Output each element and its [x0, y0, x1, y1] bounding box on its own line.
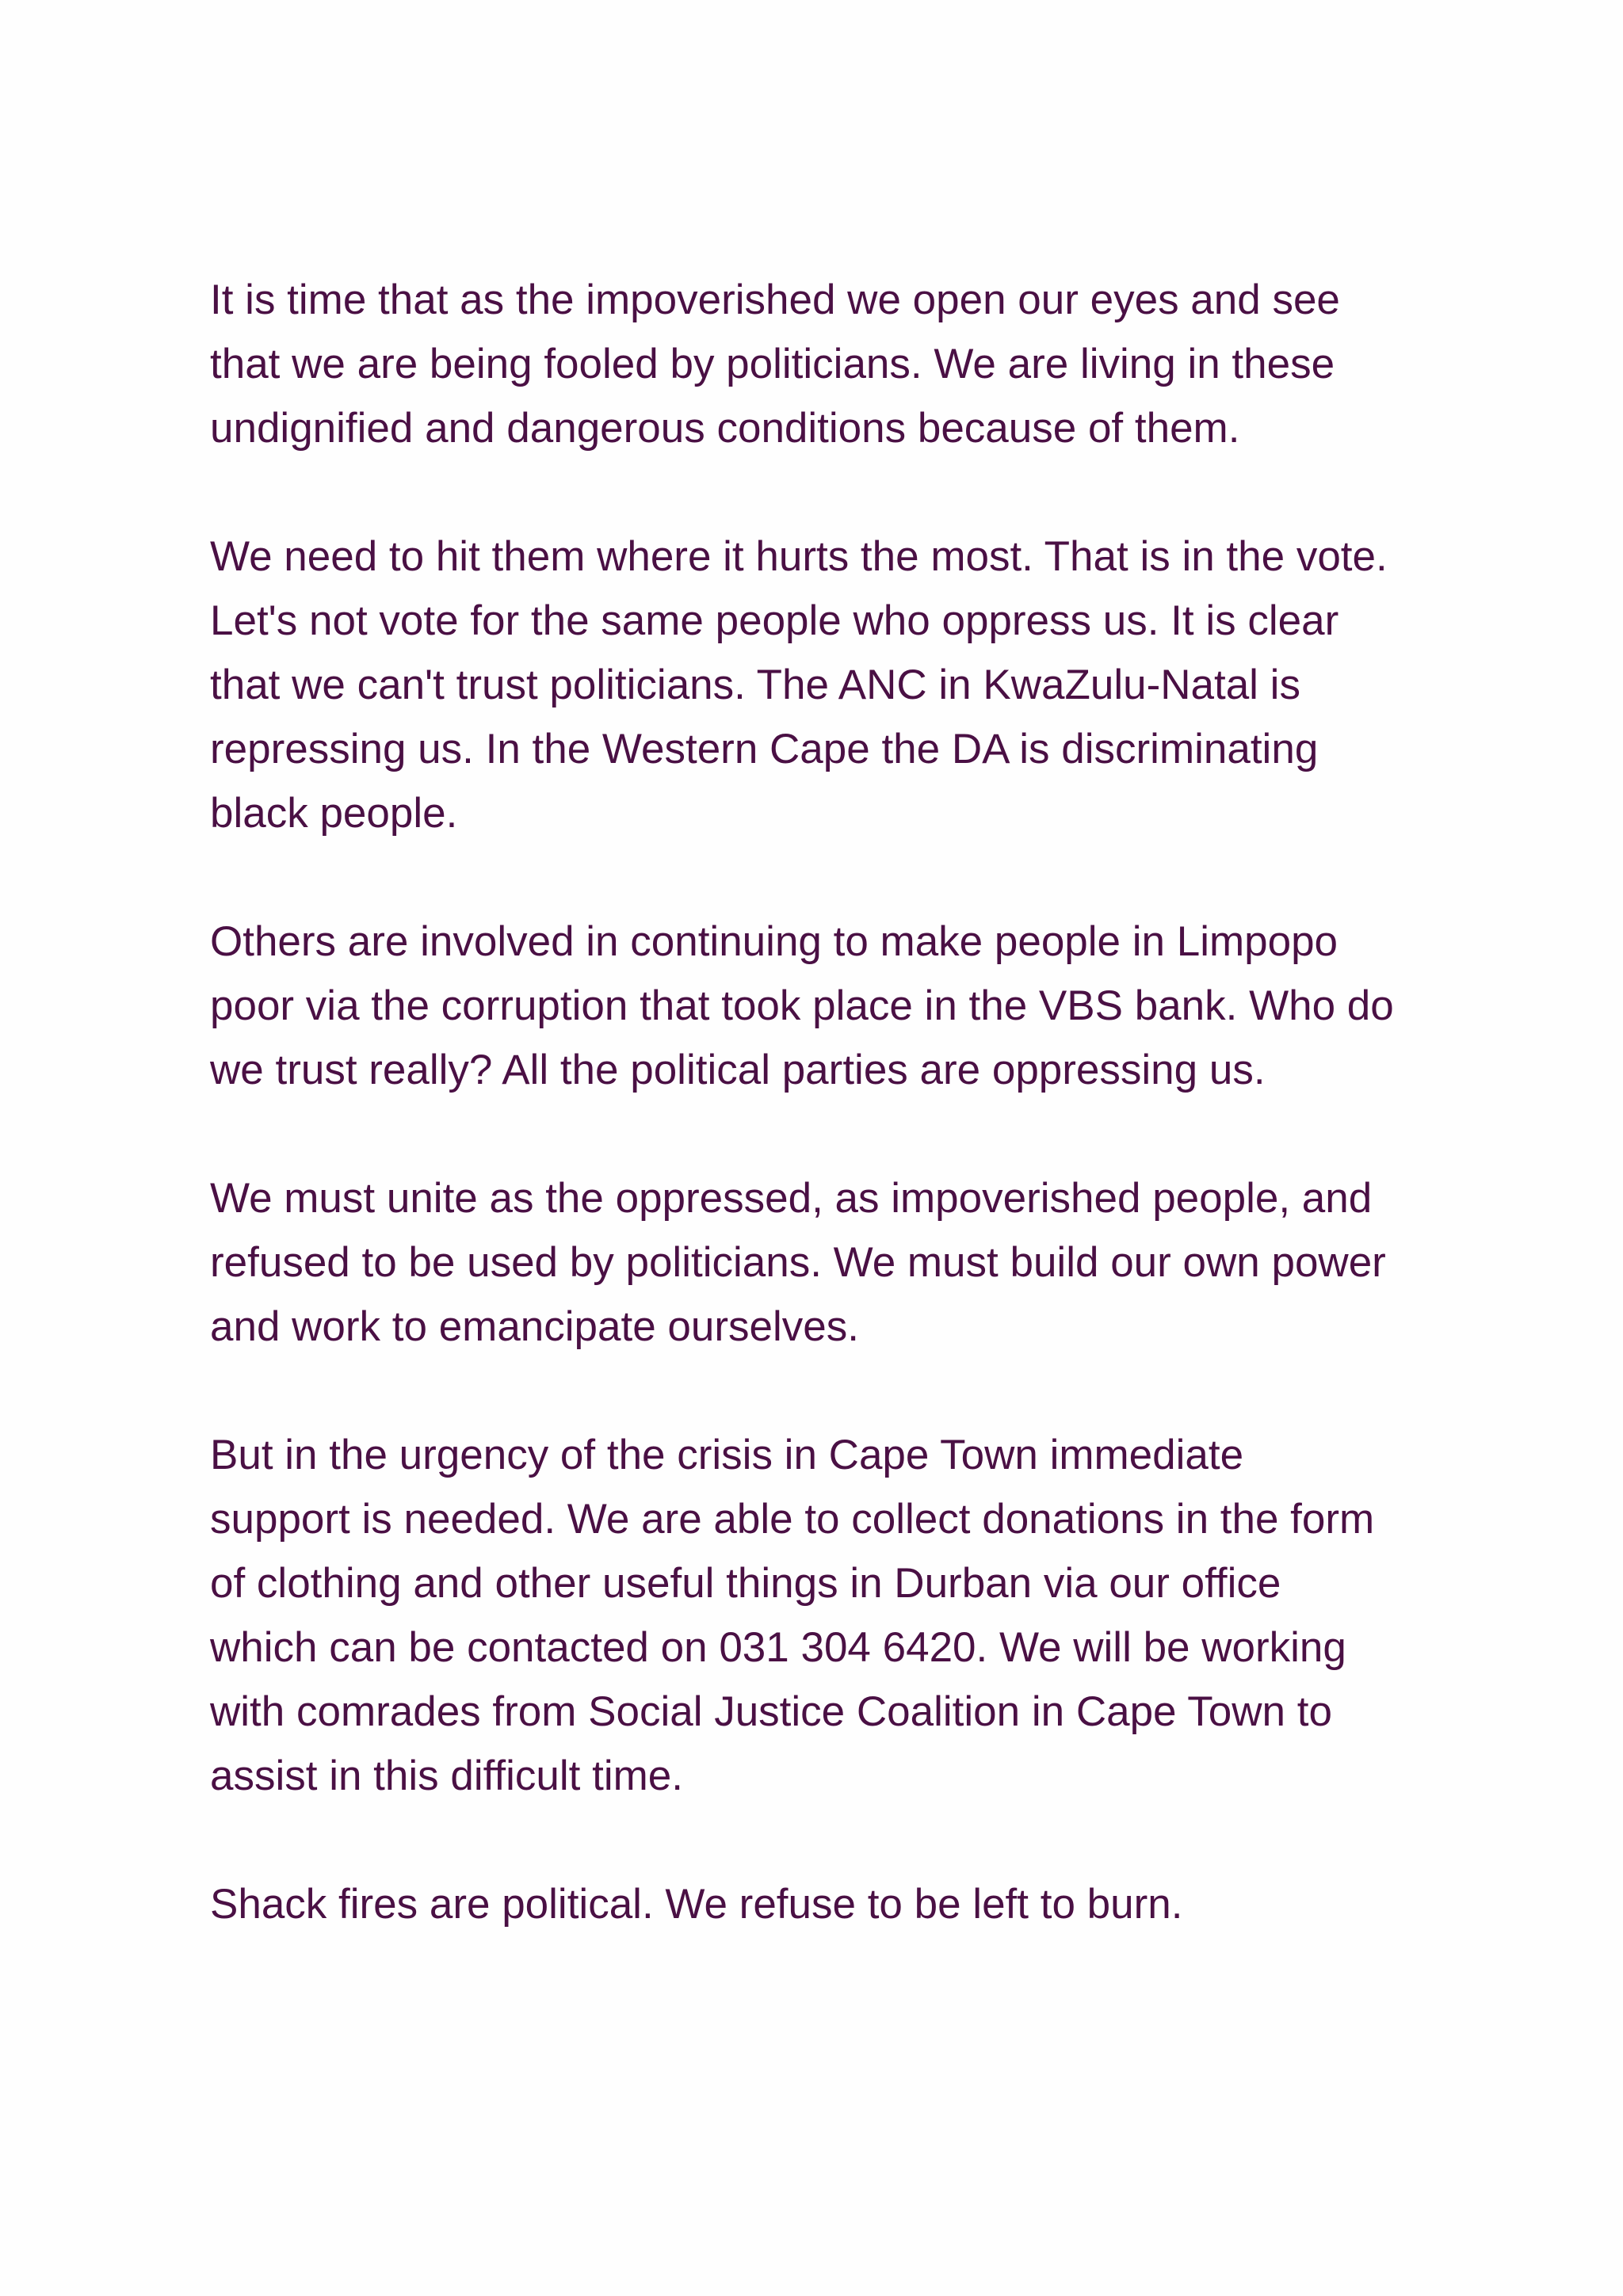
text-line: undignified and dangerous conditions because of them.: [210, 405, 1240, 452]
text-line: refused to be used by politicians. We must build our own power: [210, 1239, 1386, 1286]
document-body: [210, 268, 1446, 2000]
paragraph-3: [210, 910, 1446, 1102]
text-line: which can be contacted on 031 304 6420. We will be working: [210, 1624, 1346, 1671]
text-line: that we can't trust politicians. The ANC in KwaZulu-Natal is: [210, 662, 1300, 708]
text-line: we trust really? All the political parties are oppressing us.: [210, 1047, 1266, 1093]
text-line: and work to emancipate ourselves.: [210, 1303, 859, 1350]
paragraph-5: [210, 1423, 1446, 1808]
text-line: We need to hit them where it hurts the most. That is in the vote.: [210, 533, 1388, 580]
text-line: assist in this difficult time.: [210, 1753, 683, 1799]
text-line: support is needed. We are able to collect donations in the form: [210, 1496, 1375, 1543]
text-line: poor via the corruption that took place in the VBS bank. Who do: [210, 982, 1394, 1029]
text-line: black people.: [210, 790, 458, 837]
text-line: Let's not vote for the same people who oppress us. It is clear: [210, 597, 1339, 644]
paragraph-6: [210, 1872, 1446, 1936]
text-line: of clothing and other useful things in Durban via our office: [210, 1560, 1281, 1607]
text-line: repressing us. In the Western Cape the DA is discriminating: [210, 726, 1319, 772]
text-line: Others are involved in continuing to make people in Limpopo: [210, 918, 1338, 965]
paragraph-4: [210, 1166, 1446, 1359]
paragraph-2: [210, 524, 1446, 845]
text-line: that we are being fooled by politicians. We are living in these: [210, 341, 1335, 387]
text-line: Shack fires are political. We refuse to be left to burn.: [210, 1881, 1183, 1928]
text-line: But in the urgency of the crisis in Cape Town immediate: [210, 1432, 1244, 1478]
text-line: with comrades from Social Justice Coalition in Cape Town to: [210, 1688, 1332, 1735]
text-line: We must unite as the oppressed, as impoverished people, and: [210, 1175, 1373, 1222]
paragraph-1: [210, 268, 1446, 460]
text-line: It is time that as the impoverished we open our eyes and see: [210, 277, 1340, 323]
